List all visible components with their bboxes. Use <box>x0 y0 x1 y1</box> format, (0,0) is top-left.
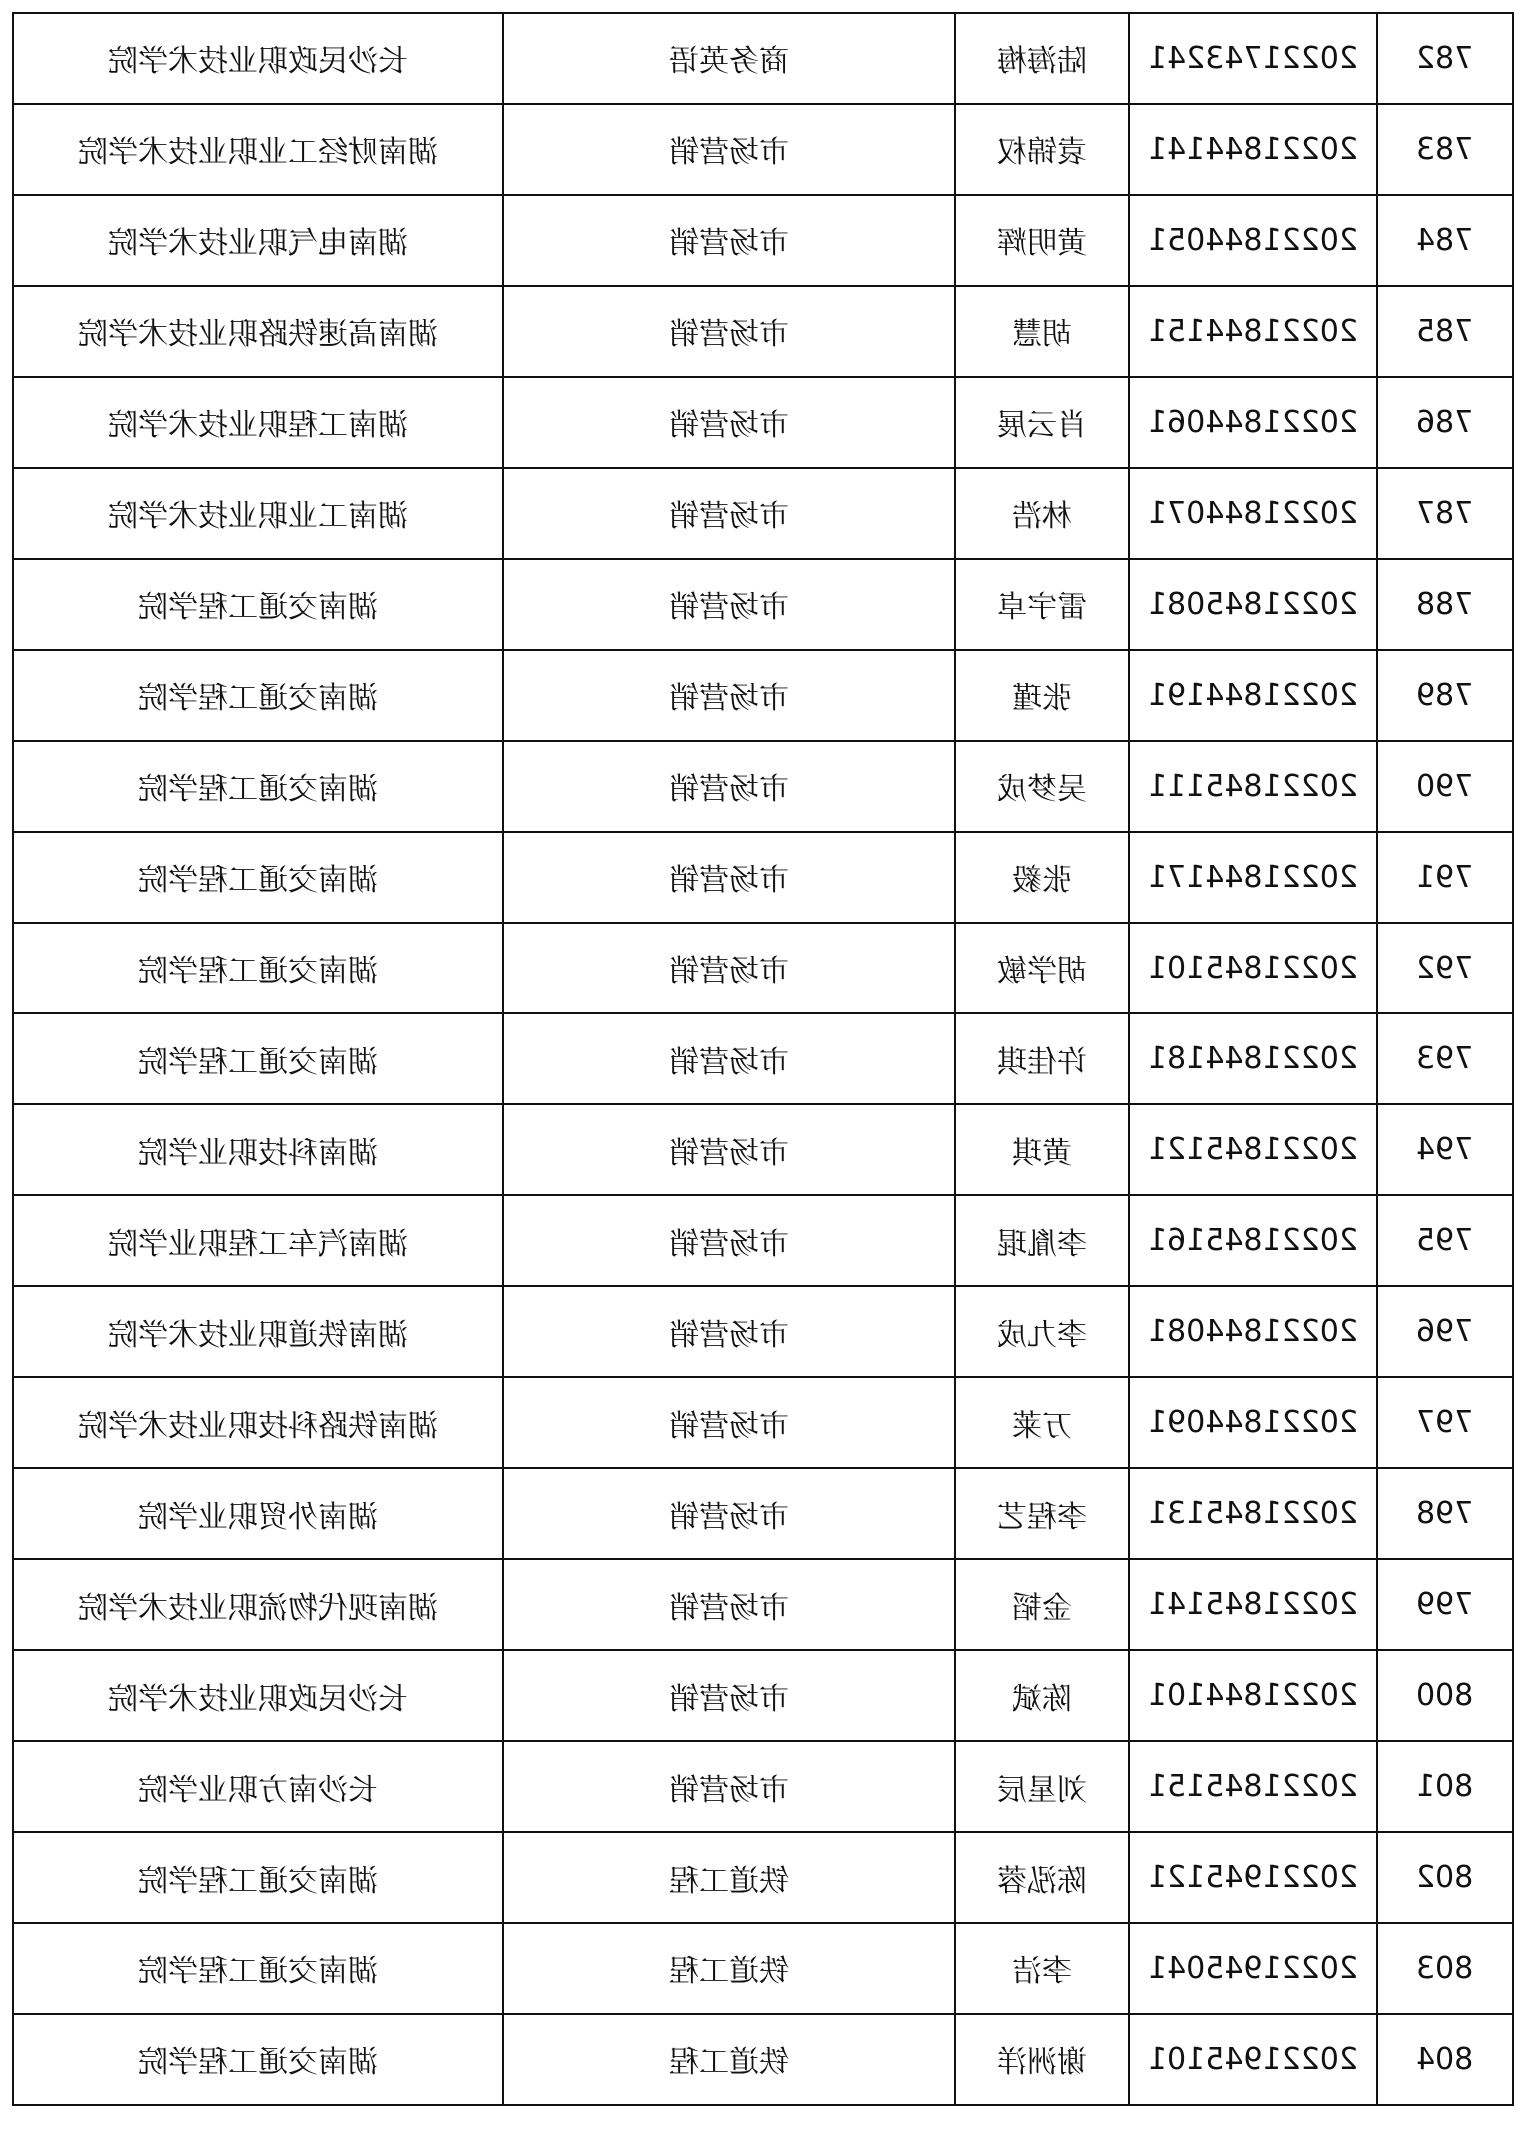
exam-id-cell <box>1129 1468 1377 1559</box>
serial-number-text: 801 <box>1416 1769 1474 1805</box>
serial-number-cell <box>1377 195 1513 286</box>
major-cell <box>503 468 955 559</box>
exam-id-cell <box>1129 1741 1377 1832</box>
serial-number-cell <box>1377 1104 1513 1195</box>
school-cell <box>13 1468 503 1559</box>
table-row <box>13 13 1513 104</box>
serial-number-cell <box>1377 1832 1513 1923</box>
school-text: 长沙民政职业技术学院 <box>108 44 408 80</box>
serial-number-text: 798 <box>1416 1496 1474 1532</box>
school-cell <box>13 1559 503 1650</box>
major-cell <box>503 559 955 650</box>
exam-id-text: 20221844071 <box>1148 495 1358 531</box>
school-cell <box>13 741 503 832</box>
serial-number-cell <box>1377 923 1513 1014</box>
school-cell <box>13 559 503 650</box>
serial-number-cell <box>1377 1468 1513 1559</box>
major-cell <box>503 286 955 377</box>
major-text: 市场营销 <box>669 317 789 353</box>
major-cell <box>503 2014 955 2105</box>
table-row <box>13 1104 1513 1195</box>
name-cell <box>955 1650 1129 1741</box>
table-row <box>13 1741 1513 1832</box>
score-table-body <box>13 13 1513 2105</box>
table-row <box>13 1013 1513 1104</box>
serial-number-text: 782 <box>1416 40 1474 76</box>
name-text: 陆海梅 <box>997 44 1087 80</box>
name-cell <box>955 1104 1129 1195</box>
major-text: 市场营销 <box>669 1590 789 1626</box>
serial-number-text: 793 <box>1416 1041 1474 1077</box>
school-cell <box>13 195 503 286</box>
exam-id-cell <box>1129 832 1377 923</box>
exam-id-text: 20221844141 <box>1148 131 1358 167</box>
exam-id-text: 20221845111 <box>1148 768 1358 804</box>
name-text: 金韬 <box>1012 1590 1072 1626</box>
exam-id-cell <box>1129 650 1377 741</box>
serial-number-cell <box>1377 468 1513 559</box>
exam-id-text: 20221844181 <box>1148 1041 1358 1077</box>
serial-number-text: 791 <box>1416 859 1474 895</box>
school-cell <box>13 1741 503 1832</box>
name-cell <box>955 1832 1129 1923</box>
serial-number-cell <box>1377 1650 1513 1741</box>
major-text: 市场营销 <box>669 954 789 989</box>
serial-number-text: 795 <box>1416 1223 1474 1259</box>
serial-number-text: 789 <box>1416 677 1474 713</box>
exam-id-text: 20221844091 <box>1148 1405 1358 1441</box>
school-text: 湖南现代物流职业技术学院 <box>78 1590 438 1626</box>
serial-number-cell <box>1377 1013 1513 1104</box>
major-cell <box>503 832 955 923</box>
name-cell <box>955 1013 1129 1104</box>
name-cell <box>955 468 1129 559</box>
name-cell <box>955 104 1129 195</box>
name-cell <box>955 1195 1129 1286</box>
school-text: 长沙民政职业技术学院 <box>108 1681 408 1717</box>
major-cell <box>503 1377 955 1468</box>
school-cell <box>13 650 503 741</box>
exam-id-text: 20221844151 <box>1148 313 1358 349</box>
name-text: 胡慧 <box>1012 317 1072 353</box>
serial-number-text: 797 <box>1416 1405 1474 1441</box>
exam-id-cell <box>1129 1286 1377 1377</box>
school-text: 湖南外贸职业学院 <box>138 1499 378 1535</box>
school-text: 湖南交通工程学院 <box>138 772 378 808</box>
exam-id-cell <box>1129 104 1377 195</box>
major-text: 市场营销 <box>669 499 789 535</box>
major-text: 市场营销 <box>669 1135 789 1171</box>
serial-number-text: 802 <box>1416 1860 1474 1896</box>
exam-id-cell <box>1129 1559 1377 1650</box>
table-row <box>13 1650 1513 1741</box>
major-cell <box>503 650 955 741</box>
serial-number-cell <box>1377 741 1513 832</box>
serial-number-cell <box>1377 1286 1513 1377</box>
major-text: 市场营销 <box>669 590 789 626</box>
school-cell <box>13 923 503 1014</box>
name-cell <box>955 1286 1129 1377</box>
table-row <box>13 650 1513 741</box>
school-text: 湖南交通工程学院 <box>138 1863 378 1899</box>
exam-id-cell <box>1129 1650 1377 1741</box>
serial-number-cell <box>1377 1741 1513 1832</box>
major-text: 市场营销 <box>669 1226 789 1262</box>
exam-id-text: 20221844061 <box>1148 404 1358 440</box>
serial-number-text: 784 <box>1416 222 1474 258</box>
name-cell <box>955 1923 1129 2014</box>
name-text: 雷宇卓 <box>997 590 1087 626</box>
exam-id-text: 20221845131 <box>1148 1496 1358 1532</box>
table-row <box>13 1468 1513 1559</box>
major-cell <box>503 1559 955 1650</box>
school-cell <box>13 1013 503 1104</box>
major-cell <box>503 104 955 195</box>
major-cell <box>503 1650 955 1741</box>
score-table <box>12 12 1514 2106</box>
exam-id-cell <box>1129 1832 1377 1923</box>
school-text: 湖南交通工程学院 <box>138 2045 378 2081</box>
table-row <box>13 741 1513 832</box>
serial-number-text: 803 <box>1416 1950 1474 1986</box>
table-row <box>13 1923 1513 2014</box>
name-cell <box>955 195 1129 286</box>
exam-id-text: 20221945041 <box>1148 1950 1358 1986</box>
serial-number-cell <box>1377 1559 1513 1650</box>
name-text: 黄琪 <box>1012 1135 1072 1171</box>
serial-number-cell <box>1377 377 1513 468</box>
serial-number-text: 786 <box>1416 404 1474 440</box>
exam-id-text: 20221945101 <box>1148 2041 1358 2077</box>
name-text: 陈泓蓉 <box>997 1863 1087 1899</box>
name-text: 李洁 <box>1012 1954 1072 1990</box>
serial-number-cell <box>1377 1195 1513 1286</box>
school-text: 湖南铁道职业技术学院 <box>108 1317 408 1353</box>
serial-number-text: 783 <box>1416 131 1474 167</box>
table-row <box>13 2014 1513 2105</box>
exam-id-text: 20221845141 <box>1148 1587 1358 1623</box>
major-cell <box>503 1286 955 1377</box>
serial-number-cell <box>1377 286 1513 377</box>
serial-number-cell <box>1377 1923 1513 2014</box>
exam-id-cell <box>1129 1377 1377 1468</box>
major-text: 市场营销 <box>669 1044 789 1080</box>
exam-id-text: 20221845151 <box>1148 1769 1358 1805</box>
name-text: 林浩 <box>1012 499 1072 535</box>
exam-id-cell <box>1129 377 1377 468</box>
major-text: 市场营销 <box>669 1408 789 1444</box>
school-text: 湖南交通工程学院 <box>138 1954 378 1990</box>
major-cell <box>503 1741 955 1832</box>
name-text: 陈斌 <box>1012 1681 1072 1717</box>
major-text: 铁道工程 <box>669 1863 789 1899</box>
school-cell <box>13 104 503 195</box>
exam-id-cell <box>1129 2014 1377 2105</box>
school-text: 湖南汽车工程职业学院 <box>108 1226 408 1262</box>
school-text: 湖南铁路科技职业技术学院 <box>78 1408 438 1444</box>
name-cell <box>955 377 1129 468</box>
exam-id-cell <box>1129 1013 1377 1104</box>
name-text: 许佳琪 <box>997 1044 1087 1080</box>
school-text: 湖南财经工业职业技术学院 <box>78 135 438 171</box>
exam-id-cell <box>1129 13 1377 104</box>
exam-id-text: 20221845081 <box>1148 586 1358 622</box>
school-cell <box>13 832 503 923</box>
name-cell <box>955 1468 1129 1559</box>
name-text: 袁锦权 <box>997 135 1087 171</box>
major-text: 铁道工程 <box>669 1954 789 1990</box>
serial-number-cell <box>1377 104 1513 195</box>
school-cell <box>13 1104 503 1195</box>
major-text: 商务英语 <box>669 44 789 80</box>
name-text: 李胤琨 <box>997 1226 1087 1262</box>
major-text: 市场营销 <box>669 863 789 899</box>
school-text: 湖南交通工程学院 <box>138 1044 378 1080</box>
major-cell <box>503 741 955 832</box>
table-row <box>13 1195 1513 1286</box>
major-cell <box>503 1013 955 1104</box>
major-text: 市场营销 <box>669 772 789 808</box>
name-text: 张毅 <box>1012 863 1072 899</box>
table-row <box>13 1832 1513 1923</box>
serial-number-text: 790 <box>1416 768 1474 804</box>
table-row <box>13 286 1513 377</box>
major-cell <box>503 1195 955 1286</box>
exam-id-cell <box>1129 286 1377 377</box>
exam-id-text: 20221743241 <box>1148 40 1358 76</box>
school-text: 湖南工程职业技术学院 <box>108 408 408 444</box>
name-text: 胡学敏 <box>997 954 1087 989</box>
name-cell <box>955 13 1129 104</box>
school-cell <box>13 1195 503 1286</box>
table-row <box>13 923 1513 1014</box>
school-text: 湖南电气职业技术学院 <box>108 226 408 262</box>
school-cell <box>13 1377 503 1468</box>
school-cell <box>13 13 503 104</box>
major-text: 市场营销 <box>669 1317 789 1353</box>
name-cell <box>955 2014 1129 2105</box>
serial-number-text: 785 <box>1416 313 1474 349</box>
exam-id-cell <box>1129 468 1377 559</box>
table-row <box>13 1286 1513 1377</box>
major-text: 市场营销 <box>669 1772 789 1808</box>
major-text: 市场营销 <box>669 681 789 717</box>
school-cell <box>13 2014 503 2105</box>
name-cell <box>955 559 1129 650</box>
name-text: 李程艺 <box>997 1499 1087 1535</box>
serial-number-cell <box>1377 559 1513 650</box>
serial-number-text: 800 <box>1416 1678 1474 1714</box>
exam-id-text: 20221945121 <box>1148 1860 1358 1896</box>
school-text: 湖南交通工程学院 <box>138 681 378 717</box>
school-cell <box>13 1923 503 2014</box>
serial-number-cell <box>1377 832 1513 923</box>
major-text: 铁道工程 <box>669 2045 789 2081</box>
school-cell <box>13 377 503 468</box>
major-cell <box>503 923 955 1014</box>
exam-id-cell <box>1129 559 1377 650</box>
serial-number-text: 799 <box>1416 1587 1474 1623</box>
serial-number-text: 804 <box>1416 2041 1474 2077</box>
serial-number-cell <box>1377 2014 1513 2105</box>
major-cell <box>503 1832 955 1923</box>
table-row <box>13 104 1513 195</box>
exam-id-text: 20221844051 <box>1148 222 1358 258</box>
name-text: 李九成 <box>997 1317 1087 1353</box>
name-cell <box>955 650 1129 741</box>
exam-id-cell <box>1129 741 1377 832</box>
major-text: 市场营销 <box>669 135 789 171</box>
school-text: 湖南交通工程学院 <box>138 863 378 899</box>
serial-number-cell <box>1377 650 1513 741</box>
table-row <box>13 377 1513 468</box>
name-cell <box>955 1377 1129 1468</box>
serial-number-cell <box>1377 13 1513 104</box>
serial-number-text: 787 <box>1416 495 1474 531</box>
serial-number-text: 796 <box>1416 1314 1474 1350</box>
name-cell <box>955 741 1129 832</box>
name-cell <box>955 1559 1129 1650</box>
exam-id-text: 20221844171 <box>1148 859 1358 895</box>
name-text: 谢洲洋 <box>997 2045 1087 2081</box>
name-cell <box>955 286 1129 377</box>
name-cell <box>955 1741 1129 1832</box>
school-cell <box>13 286 503 377</box>
name-text: 万莱 <box>1012 1408 1072 1444</box>
exam-id-cell <box>1129 1923 1377 2014</box>
school-cell <box>13 1832 503 1923</box>
school-cell <box>13 1650 503 1741</box>
table-row <box>13 1559 1513 1650</box>
name-text: 黄明辉 <box>997 226 1087 262</box>
major-text: 市场营销 <box>669 1499 789 1535</box>
school-cell <box>13 1286 503 1377</box>
school-text: 湖南高速铁路职业技术学院 <box>78 317 438 353</box>
major-cell <box>503 1923 955 2014</box>
major-text: 市场营销 <box>669 408 789 444</box>
major-text: 市场营销 <box>669 226 789 262</box>
exam-id-text: 20221844081 <box>1148 1314 1358 1350</box>
exam-id-cell <box>1129 1195 1377 1286</box>
exam-id-text: 20221844101 <box>1148 1678 1358 1714</box>
name-cell <box>955 923 1129 1014</box>
school-text: 长沙南方职业学院 <box>138 1772 378 1808</box>
serial-number-text: 792 <box>1416 950 1474 986</box>
name-text: 刘星辰 <box>997 1772 1087 1808</box>
major-cell <box>503 13 955 104</box>
school-text: 湖南科技职业学院 <box>138 1135 378 1171</box>
serial-number-cell <box>1377 1377 1513 1468</box>
exam-id-text: 20221845121 <box>1148 1132 1358 1168</box>
exam-id-text: 20221844191 <box>1148 677 1358 713</box>
major-cell <box>503 1104 955 1195</box>
name-text: 肖云展 <box>997 408 1087 444</box>
table-row <box>13 832 1513 923</box>
major-cell <box>503 377 955 468</box>
exam-id-text: 20221845161 <box>1148 1223 1358 1259</box>
school-text: 湖南工业职业技术学院 <box>108 499 408 535</box>
major-cell <box>503 195 955 286</box>
exam-id-cell <box>1129 195 1377 286</box>
major-text: 市场营销 <box>669 1681 789 1717</box>
major-cell <box>503 1468 955 1559</box>
exam-id-text: 20221845101 <box>1148 950 1358 986</box>
name-text: 吴梦成 <box>997 772 1087 808</box>
name-cell <box>955 832 1129 923</box>
table-row <box>13 559 1513 650</box>
name-text: 张瑾 <box>1012 681 1072 717</box>
serial-number-text: 788 <box>1416 586 1474 622</box>
school-text: 湖南交通工程学院 <box>138 590 378 626</box>
table-row <box>13 1377 1513 1468</box>
school-text: 湖南交通工程学院 <box>138 954 378 989</box>
exam-id-cell <box>1129 1104 1377 1195</box>
table-row <box>13 468 1513 559</box>
school-cell <box>13 468 503 559</box>
exam-id-cell <box>1129 923 1377 1014</box>
table-row <box>13 195 1513 286</box>
serial-number-text: 794 <box>1416 1132 1474 1168</box>
